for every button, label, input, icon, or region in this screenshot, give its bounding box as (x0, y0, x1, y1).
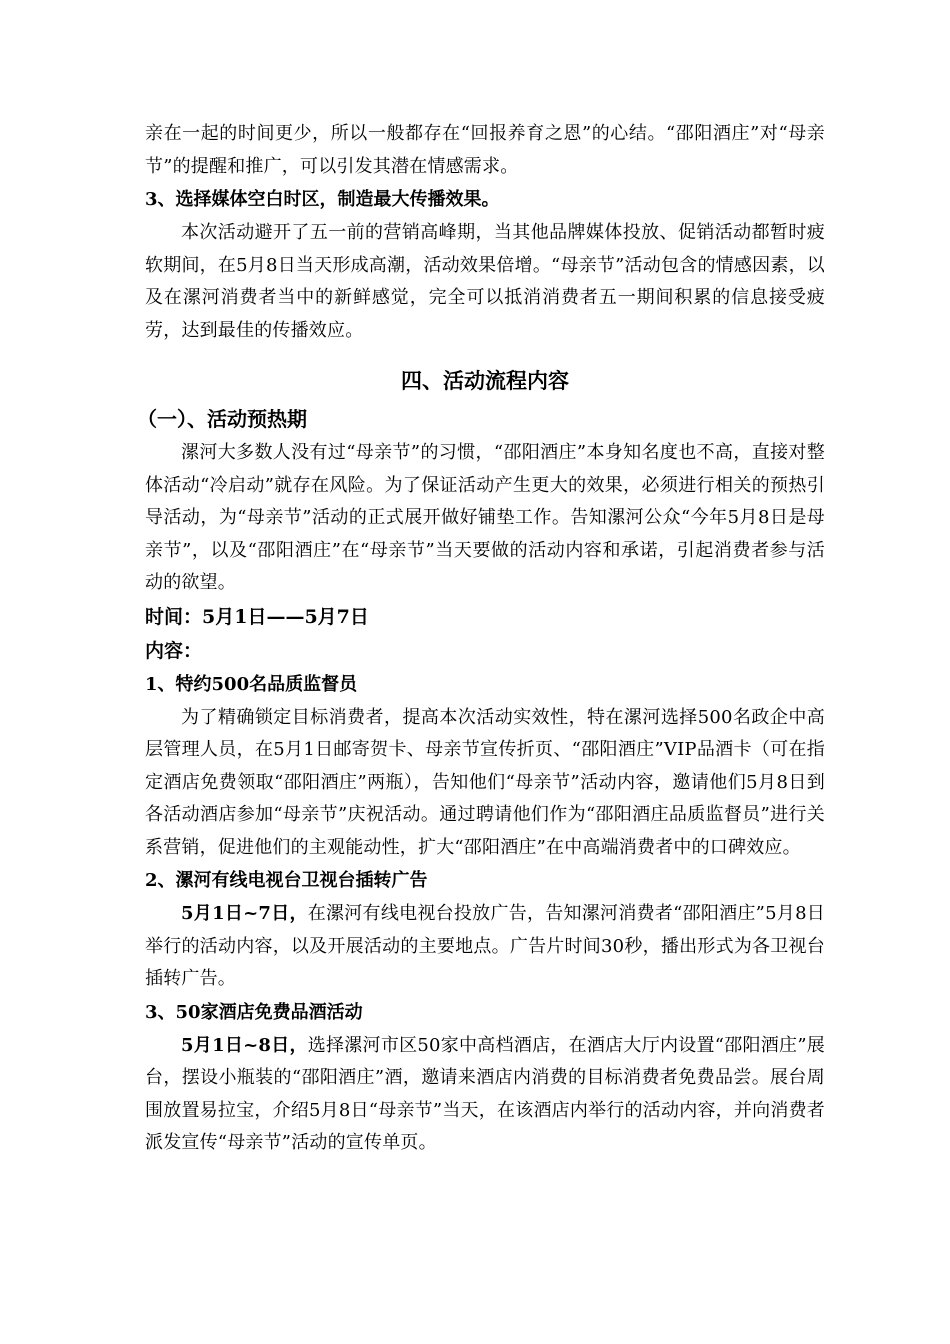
time-line: 时间：5月1日——5月7日 (145, 605, 369, 628)
item3-lead: 5月1日~8日， (181, 1034, 308, 1056)
point3-paragraph: 本次活动避开了五一前的营销高峰期，当其他品牌媒体投放、促销活动都暂时疲软期间，在5月8日当天形成高潮，活动效果倍增。“母亲节”活动包含的情感因素，以及在漯河消费者当中的新鲜感觉，完全可以抵消消费者五一期间积累的信息接受疲劳，达到最佳的传播效应。 (145, 222, 825, 341)
item3-paragraph (145, 1030, 825, 1160)
section-title: 四、活动流程内容 (401, 368, 569, 393)
phase1-paragraph: 漯河大多数人没有过“母亲节”的习惯，“邵阳酒庄”本身知名度也不高，直接对整体活动“冷启动”就存在风险。为了保证活动产生更大的效果，必须进行相关的预热引导活动，为“母亲节”活动的正式展开做好铺垫工作。告知漯河公众“今年5月8日是母亲节”，以及“邵阳酒庄”在“母亲节”当天要做的活动内容和承诺，引起消费者参与活动的欲望。 (145, 442, 825, 593)
item2-paragraph (145, 898, 825, 996)
point3-heading: 3、选择媒体空白时区，制造最大传播效果。 (145, 189, 500, 210)
item3-heading: 3、50家酒店免费品酒活动 (145, 1001, 363, 1023)
item1-text: 为了精确锁定目标消费者，提高本次活动实效性，特在漯河选择500名政企中高层管理人员，在5月1日邮寄贺卡、母亲节宣传折页、“邵阳酒庄”VIP品酒卡（可在指定酒店免费领取“邵阳酒庄”两瓶），告知他们“母亲节”活动内容，邀请他们5月8日到各活动酒店参加“母亲节”庆祝活动。通过聘请他们作为“邵阳酒庄品质监督员”进行关系营销，促进他们的主观能动性，扩大“邵阳酒庄”在中高端消费者中的口碑效应。 (145, 706, 825, 858)
item1-heading: 1、特约500名品质监督员 (145, 673, 358, 695)
item3-text: 选择漯河市区50家中高档酒店，在酒店大厅内设置“邵阳酒庄”展台，摆设小瓶装的“邵阳酒庄”酒，邀请来酒店内消费的目标消费者免费品尝。展台周围放置易拉宝，介绍5月8日“母亲节”当天，在该酒店内举行的活动内容，并向消费者派发宣传“母亲节”活动的宣传单页。 (145, 1034, 825, 1153)
document-page (137, 118, 825, 1160)
intro-paragraph: 亲在一起的时间更少，所以一般都存在“回报养育之恩”的心结。“邵阳酒庄”对“母亲节”的提醒和推广，可以引发其潜在情感需求。 (145, 123, 825, 177)
item1-paragraph (145, 702, 825, 865)
item2-text: 在漯河有线电视台投放广告，告知漯河消费者“邵阳酒庄”5月8日举行的活动内容，以及开展活动的主要地点。广告片时间30秒，播出形式为各卫视台插转广告。 (145, 903, 825, 989)
item2-heading: 2、漯河有线电视台卫视台插转广告 (145, 870, 428, 891)
phase1-heading: （一）、活动预热期 (137, 407, 307, 431)
content-label: 内容： (145, 639, 203, 662)
item2-lead: 5月1日~7日， (181, 903, 308, 924)
